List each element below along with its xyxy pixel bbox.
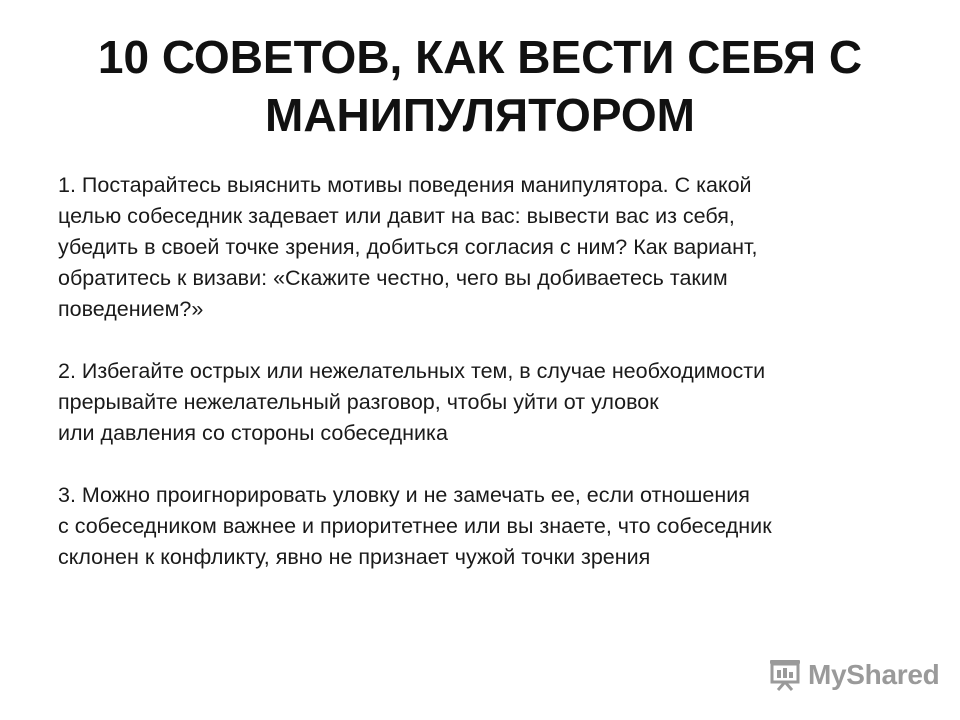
- tip-2-line: 2. Избегайте острых или нежелательных тем, в случае необходимости: [58, 359, 766, 383]
- tip-3-line: с собеседником важнее и приоритетнее или вы знаете, что собеседник: [58, 514, 772, 538]
- tip-1-line: обратитесь к визави: «Скажите честно, чего вы добиваетесь таким: [58, 266, 728, 290]
- tip-1-line: целью собеседник задевает или давит на вас: вывести вас из себя,: [58, 204, 735, 228]
- tip-1-line: 1. Постарайтесь выяснить мотивы поведения манипулятора. С какой: [58, 173, 752, 197]
- tip-3-line: 3. Можно проигнорировать уловку и не замечать ее, если отношения: [58, 483, 750, 507]
- tip-1-line: поведением?»: [58, 297, 204, 321]
- tip-2-line: или давления со стороны собеседника: [58, 421, 448, 445]
- tip-2-paragraph: [58, 356, 918, 449]
- watermark-text: MyShared: [808, 659, 940, 690]
- tip-2-line: прерывайте нежелательный разговор, чтобы уйти от уловок: [58, 390, 659, 414]
- tip-3-line: склонен к конфликту, явно не признает чужой точки зрения: [58, 545, 651, 569]
- tip-3-paragraph: [58, 480, 918, 573]
- slide-body: [58, 170, 918, 604]
- myshared-watermark: [768, 655, 939, 695]
- title-line-1: 10 СОВЕТОВ, КАК ВЕСТИ СЕБЯ С: [97, 31, 863, 83]
- tip-1-paragraph: [58, 170, 918, 325]
- slide-title: [40, 28, 920, 144]
- title-line-2: МАНИПУЛЯТОРОМ: [265, 89, 695, 141]
- tip-1-line: убедить в своей точке зрения, добиться согласия с ним? Как вариант,: [58, 235, 758, 259]
- projector-screen-icon: [768, 658, 802, 692]
